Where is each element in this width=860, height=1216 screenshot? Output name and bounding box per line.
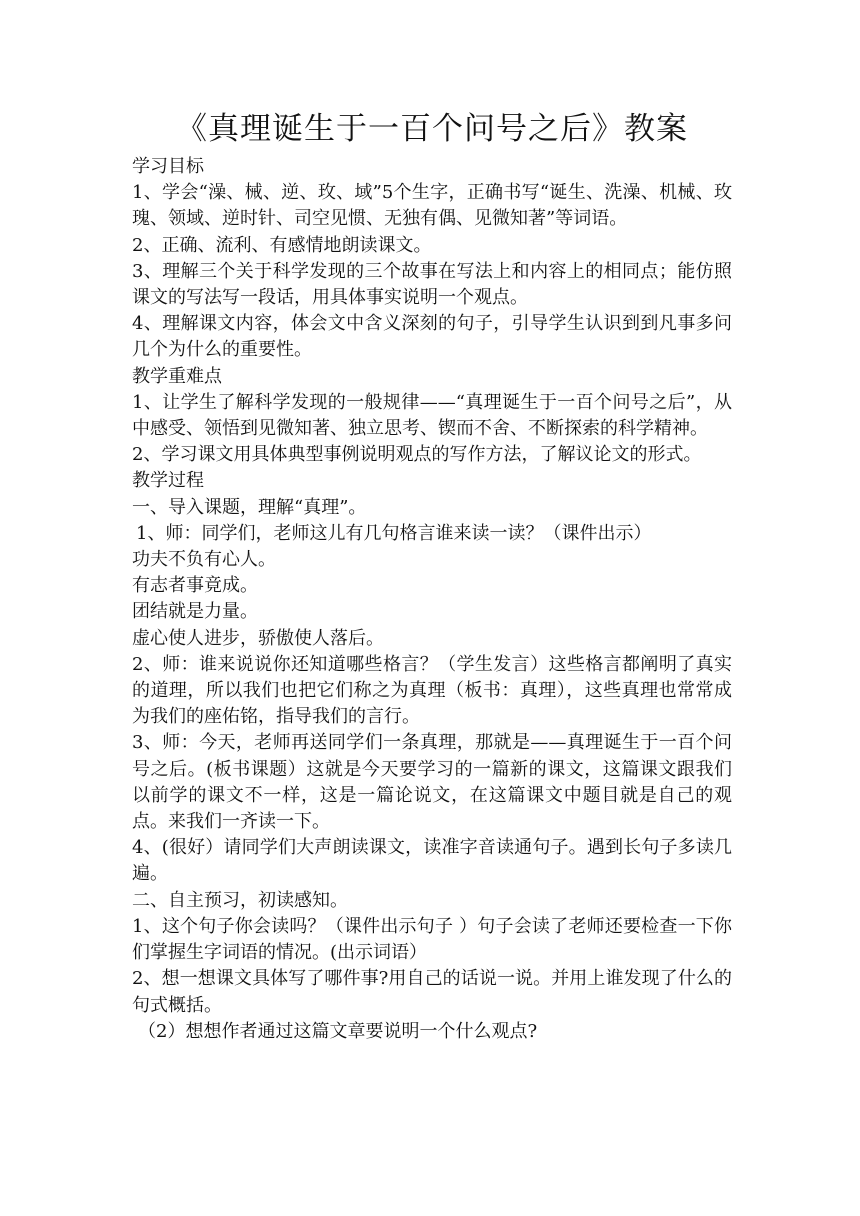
key-points-heading: 教学重难点	[132, 365, 222, 387]
part2-step: 1、这个句子你会读吗？（课件出示句子 ）句子会读了老师还要检查一下你们掌握生字词语的情况。(出示词语）	[132, 915, 732, 964]
motto-line: 团结就是力量。	[132, 601, 258, 623]
document-body	[132, 104, 732, 1045]
part2-step: （2）想想作者通过这篇文章要说明一个什么观点?	[138, 1020, 538, 1042]
motto-line: 虚心使人进步，骄傲使人落后。	[132, 627, 384, 649]
goal-item: 3、理解三个关于科学发现的三个故事在写法上和内容上的相同点；能仿照课文的写法写一段话，用具体事实说明一个观点。	[132, 260, 732, 309]
goals-heading: 学习目标	[132, 156, 204, 177]
part1-heading: 一、导入课题，理解“真理”。	[132, 496, 367, 518]
motto-line: 有志者事竟成。	[132, 575, 258, 597]
goal-item: 2、正确、流利、有感情地朗读课文。	[132, 234, 432, 256]
process-heading: 教学过程	[132, 470, 204, 492]
goal-item: 4、理解课文内容，体会文中含义深刻的句子，引导学生认识到到凡事多问几个为什么的重要性。	[132, 313, 732, 361]
document-title: 《真理诞生于一百个问号之后》教案	[176, 111, 688, 147]
part1-step: 4、(很好）请同学们大声朗读课文，读准字音读通句子。遇到长句子多读几遍。	[132, 837, 732, 885]
motto-line: 功夫不负有心人。	[132, 549, 276, 571]
part2-heading: 二、自主预习，初读感知。	[132, 889, 348, 911]
part1-step: 3、师：今天，老师再送同学们一条真理，那就是——真理诞生于一百个问号之后。(板书课题）这就是今天要学习的一篇新的课文，这篇课文跟我们以前学的课文不一样，这是一篇论说文，在这篇课文中题目就是自己的观点。来我们一齐读一下。	[132, 732, 732, 833]
part1-intro: 1、师：同学们，老师这儿有几句格言谁来读一读？（课件出示）	[136, 522, 652, 544]
key-point-item: 1、让学生了解科学发现的一般规律——“真理诞生于一百个问号之后”，从中感受、领悟到见微知著、独立思考、锲而不舍、不断探索的科学精神。	[132, 391, 732, 440]
key-point-item: 2、学习课文用具体典型事例说明观点的写作方法，了解议论文的形式。	[132, 444, 702, 466]
goal-item: 1、学会“澡、械、逆、玫、域”5个生字，正确书写“诞生、洗澡、机械、玫瑰、领域、逆时针、司空见惯、无独有偶、见微知著”等词语。	[132, 182, 732, 230]
part1-step: 2、师：谁来说说你还知道哪些格言？（学生发言）这些格言都阐明了真实的道理，所以我们也把它们称之为真理（板书：真理），这些真理也常常成为我们的座佑铭，指导我们的言行。	[132, 653, 732, 728]
part2-step: 2、想一想课文具体写了哪件事?用自己的话说一说。并用上谁发现了什么的句式概括。	[132, 968, 732, 1016]
